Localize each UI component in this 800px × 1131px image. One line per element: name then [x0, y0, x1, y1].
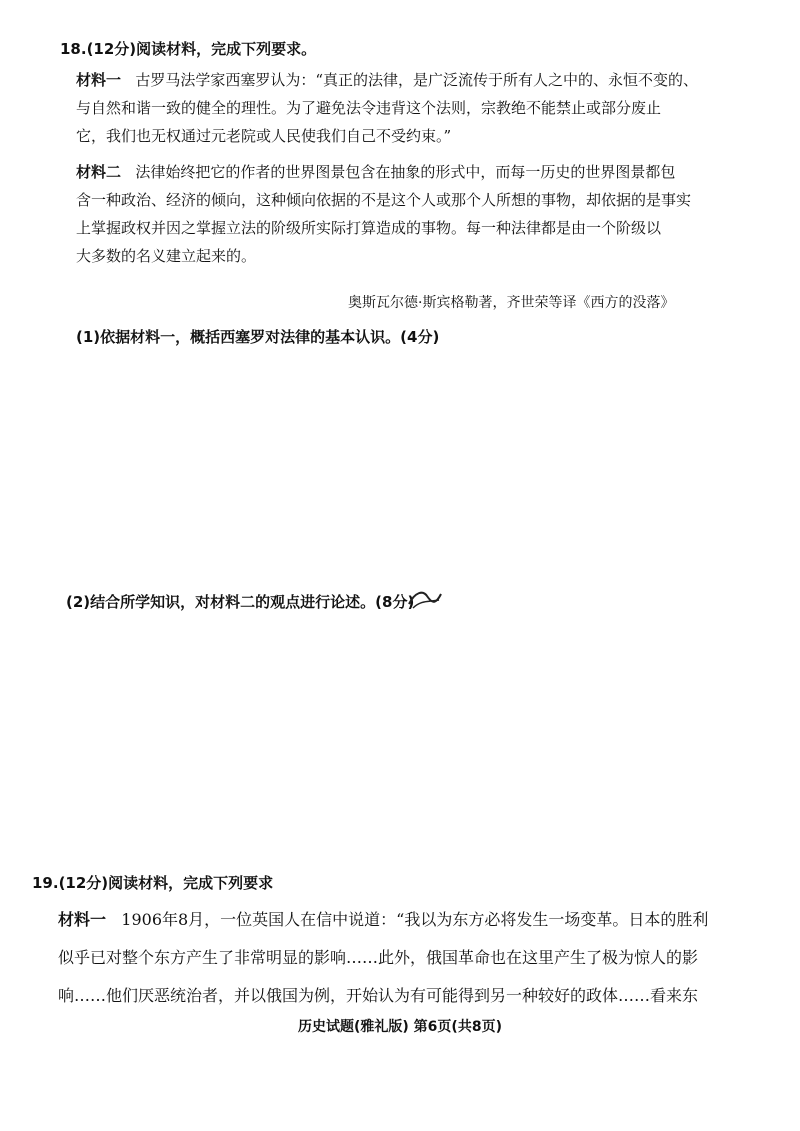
- q19-m1-text-1: 1906年8月，一位英国人在信中说道：“我以为东方必将发生一场变革。日本的胜利: [121, 910, 709, 929]
- q18-m1-label: 材料一: [76, 71, 122, 89]
- q18-subquestion-2: (2)结合所学知识，对材料二的观点进行论述。(8分): [66, 593, 415, 611]
- q19-m1-label: 材料一: [58, 910, 107, 929]
- q18-m2-line-1: [76, 158, 691, 186]
- q18-material-two: [76, 158, 691, 270]
- question-18-title: 18.(12分)阅读材料，完成下列要求。: [60, 40, 317, 58]
- q19-m1-line-2: 似乎已对整个东方产生了非常明显的影响……此外，俄国革命也在这里产生了极为惊人的影: [58, 948, 699, 967]
- q18-m1-text-1: 古罗马法学家西塞罗认为：“真正的法律，是广泛流传于所有人之中的、永恒不变的、: [135, 71, 699, 89]
- q18-m2-line-4: 大多数的名义建立起来的。: [76, 247, 257, 265]
- q18-material-one: [76, 66, 698, 150]
- q18-m2-text-1: 法律始终把它的作者的世界图景包含在抽象的形式中，而每一历史的世界图景都包: [135, 163, 676, 181]
- q18-subquestion-1: (1)依据材料一，概括西塞罗对法律的基本认识。(4分): [76, 328, 440, 346]
- question-19-title: 19.(12分)阅读材料，完成下列要求: [32, 874, 274, 892]
- pen-scribble-mark: [405, 586, 445, 612]
- q19-m1-line-1: [58, 901, 708, 939]
- q18-m1-line-2: 与自然和谐一致的健全的理性。为了避免法令违背这个法则，宗教绝不能禁止或部分废止: [76, 99, 662, 117]
- q18-m2-label: 材料二: [76, 163, 122, 181]
- page-footer: 历史试题(雅礼版) 第6页(共8页): [298, 1019, 502, 1035]
- q18-m1-line-1: [76, 66, 698, 94]
- q18-m1-line-3: 它，我们也无权通过元老院或人民使我们自己不受约束。”: [76, 127, 452, 145]
- q18-m2-line-3: 上掌握政权并因之掌握立法的阶级所实际打算造成的事物。每一种法律都是由一个阶级以: [76, 219, 662, 237]
- q18-source-citation: 奥斯瓦尔德·斯宾格勒著，齐世荣等译《西方的没落》: [348, 295, 675, 311]
- q19-material-one: [58, 901, 708, 1015]
- q18-m2-line-2: 含一种政治、经济的倾向，这种倾向依据的不是这个人或那个人所想的事物，却依据的是事实: [76, 191, 692, 209]
- q19-m1-line-3: 响……他们厌恶统治者，并以俄国为例，开始认为有可能得到另一种较好的政体……看来东: [58, 986, 699, 1005]
